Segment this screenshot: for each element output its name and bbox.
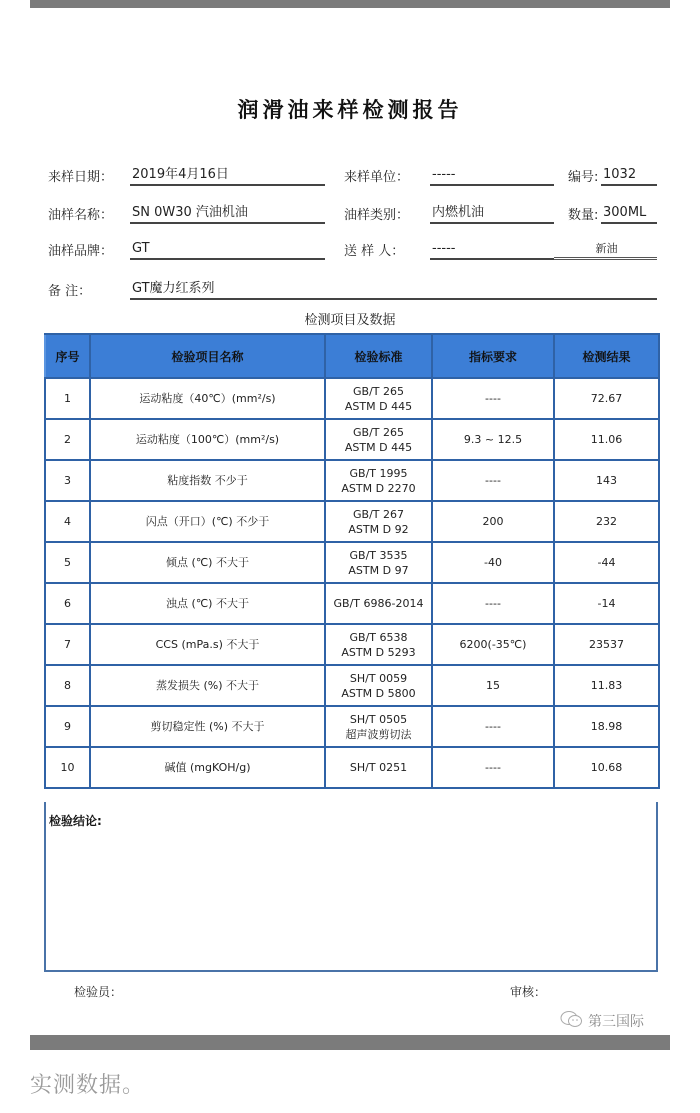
table-row bbox=[45, 419, 659, 460]
cell-result: 18.98 bbox=[554, 706, 659, 747]
cell-standard bbox=[325, 624, 432, 665]
cell-result: 143 bbox=[554, 460, 659, 501]
cell-item: 碱值 (mgKOH/g) bbox=[90, 747, 325, 788]
cell-item: 运动粘度（100℃）(mm²/s) bbox=[90, 419, 325, 460]
cell-result: 23537 bbox=[554, 624, 659, 665]
top-gray-bar bbox=[30, 0, 670, 8]
standard-line: ASTM D 97 bbox=[348, 563, 409, 577]
cell-no: 7 bbox=[45, 624, 90, 665]
cell-requirement: -40 bbox=[432, 542, 554, 583]
standard-line: ASTM D 92 bbox=[348, 522, 409, 536]
cell-requirement: ---- bbox=[432, 583, 554, 624]
table-row bbox=[45, 665, 659, 706]
wechat-icon bbox=[560, 1010, 584, 1032]
cell-standard bbox=[325, 747, 432, 788]
cell-no: 9 bbox=[45, 706, 90, 747]
caption-text: 实测数据。 bbox=[30, 1073, 146, 1098]
cell-result: -14 bbox=[554, 583, 659, 624]
standard-line: ASTM D 2270 bbox=[341, 481, 416, 495]
standard-line: GB/T 3535 bbox=[349, 548, 408, 562]
cell-item: 倾点 (℃) 不大于 bbox=[90, 542, 325, 583]
serial-no-label: 编号: bbox=[568, 170, 599, 185]
cell-standard bbox=[325, 706, 432, 747]
cell-standard bbox=[325, 460, 432, 501]
cell-requirement: ---- bbox=[432, 706, 554, 747]
cell-requirement: 15 bbox=[432, 665, 554, 706]
table-row bbox=[45, 378, 659, 419]
cell-standard bbox=[325, 583, 432, 624]
table-row bbox=[45, 747, 659, 788]
cell-item: 蒸发损失 (%) 不大于 bbox=[90, 665, 325, 706]
sender-label: 送 样 人： bbox=[344, 244, 405, 259]
standard-line: GB/T 6986-2014 bbox=[333, 597, 424, 610]
cell-item: CCS (mPa.s) 不大于 bbox=[90, 624, 325, 665]
cell-no: 4 bbox=[45, 501, 90, 542]
quantity-label: 数量: bbox=[568, 208, 599, 223]
cell-item: 浊点 (℃) 不大于 bbox=[90, 583, 325, 624]
header-no: 序号 bbox=[45, 334, 90, 378]
oil-category-value: 内燃机油 bbox=[430, 204, 554, 224]
cell-no: 6 bbox=[45, 583, 90, 624]
cell-requirement: 6200(-35℃) bbox=[432, 624, 554, 665]
table-row bbox=[45, 583, 659, 624]
cell-result: -44 bbox=[554, 542, 659, 583]
standard-line: GB/T 267 bbox=[353, 507, 404, 521]
header-standard: 检验标准 bbox=[325, 334, 432, 378]
cell-standard bbox=[325, 378, 432, 419]
standard-line: GB/T 1995 bbox=[349, 466, 408, 480]
bottom-gray-bar bbox=[30, 1035, 670, 1050]
standard-line: SH/T 0059 bbox=[349, 671, 408, 685]
cell-result: 10.68 bbox=[554, 747, 659, 788]
cell-result: 11.83 bbox=[554, 665, 659, 706]
table-title: 检测项目及数据 bbox=[304, 313, 396, 328]
sender-value: ----- bbox=[430, 240, 554, 260]
report-title: 润滑油来样检测报告 bbox=[237, 97, 463, 122]
sample-unit-label: 来样单位： bbox=[344, 170, 410, 185]
reviewer-label: 审核： bbox=[510, 985, 547, 999]
standard-line: ASTM D 5293 bbox=[341, 645, 416, 659]
cell-standard bbox=[325, 501, 432, 542]
standard-line: ASTM D 445 bbox=[344, 399, 413, 413]
cell-result: 232 bbox=[554, 501, 659, 542]
sample-unit-value: ----- bbox=[430, 166, 554, 186]
table-row bbox=[45, 460, 659, 501]
cell-no: 8 bbox=[45, 665, 90, 706]
table-header-row bbox=[45, 334, 659, 378]
cell-no: 10 bbox=[45, 747, 90, 788]
table-row bbox=[45, 624, 659, 665]
inspector-label: 检验员： bbox=[74, 985, 123, 999]
cell-standard bbox=[325, 665, 432, 706]
standard-line: SH/T 0251 bbox=[349, 761, 408, 774]
remarks-value: GT魔力红系列 bbox=[130, 280, 657, 300]
table-row bbox=[45, 501, 659, 542]
oil-state-value: 新油 bbox=[554, 240, 657, 260]
oil-name-value: SN 0W30 汽油机油 bbox=[130, 204, 325, 224]
cell-item: 闪点（开口）(℃) 不少于 bbox=[90, 501, 325, 542]
standard-line: ASTM D 5800 bbox=[341, 686, 416, 700]
cell-no: 2 bbox=[45, 419, 90, 460]
standard-line: SH/T 0505 bbox=[349, 712, 408, 726]
sample-date-value: 2019年4月16日 bbox=[130, 166, 325, 186]
cell-standard bbox=[325, 419, 432, 460]
table-row bbox=[45, 706, 659, 747]
oil-brand-value: GT bbox=[130, 240, 325, 260]
cell-item: 粘度指数 不少于 bbox=[90, 460, 325, 501]
standard-line: GB/T 6538 bbox=[349, 630, 408, 644]
cell-standard bbox=[325, 542, 432, 583]
oil-category-label: 油样类别： bbox=[344, 208, 410, 223]
conclusion-box bbox=[44, 802, 658, 972]
watermark bbox=[560, 1010, 644, 1032]
serial-no-value: 1032 bbox=[601, 166, 657, 186]
cell-no: 1 bbox=[45, 378, 90, 419]
cell-requirement: ---- bbox=[432, 747, 554, 788]
sample-date-label: 来样日期： bbox=[48, 170, 114, 185]
cell-item: 剪切稳定性 (%) 不大于 bbox=[90, 706, 325, 747]
cell-requirement: ---- bbox=[432, 460, 554, 501]
header-requirement: 指标要求 bbox=[432, 334, 554, 378]
conclusion-label: 检验结论: bbox=[49, 814, 102, 828]
test-results-table bbox=[44, 333, 660, 789]
cell-requirement: ---- bbox=[432, 378, 554, 419]
standard-line: GB/T 265 bbox=[353, 425, 404, 439]
cell-requirement: 9.3 ~ 12.5 bbox=[432, 419, 554, 460]
cell-no: 5 bbox=[45, 542, 90, 583]
cell-item: 运动粘度（40℃）(mm²/s) bbox=[90, 378, 325, 419]
oil-name-label: 油样名称： bbox=[48, 208, 114, 223]
cell-no: 3 bbox=[45, 460, 90, 501]
header-item: 检验项目名称 bbox=[90, 334, 325, 378]
cell-requirement: 200 bbox=[432, 501, 554, 542]
remarks-label: 备 注： bbox=[48, 284, 92, 299]
watermark-text: 第三国际 bbox=[588, 1014, 644, 1030]
quantity-value: 300ML bbox=[601, 204, 657, 224]
standard-line: ASTM D 445 bbox=[344, 440, 413, 454]
standard-line: GB/T 265 bbox=[353, 384, 404, 398]
cell-result: 11.06 bbox=[554, 419, 659, 460]
oil-brand-label: 油样品牌： bbox=[48, 244, 114, 259]
table-row bbox=[45, 542, 659, 583]
header-result: 检测结果 bbox=[554, 334, 659, 378]
cell-result: 72.67 bbox=[554, 378, 659, 419]
standard-line: 超声波剪切法 bbox=[345, 727, 412, 741]
